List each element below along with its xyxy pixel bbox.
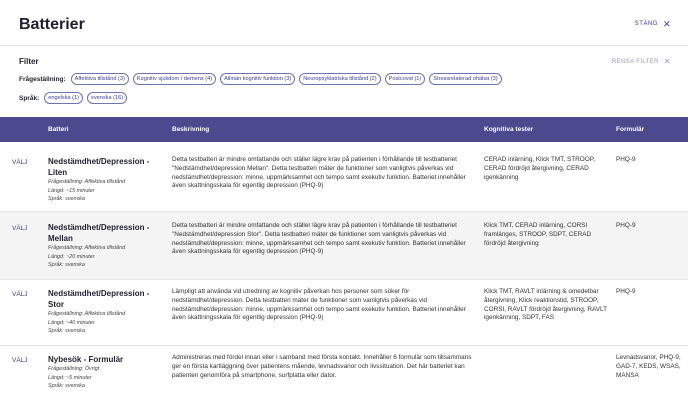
select-button[interactable]: VÄLJ xyxy=(12,159,28,166)
battery-title: Nybesök - Formulär xyxy=(48,355,124,364)
battery-language: Språk: svenska xyxy=(48,262,85,268)
filter-chip-postcovid[interactable]: Postcovid (1) xyxy=(385,73,426,85)
question-filter-label: Frågeställning: xyxy=(19,75,66,83)
battery-tests: Klick TMT, CERAD inlärning, CORSI framlänges, STROOP, SDPT, CERAD fördröjd återgivning xyxy=(484,222,592,247)
battery-description: Administreras med fördel innan eller i samband med första kontakt. Innehåller 6 formulär som tillsammans ger en första kartläggning över patientens mående, levnadsvanor och livssituation. Det här batteriet kan patienten genomföra på smartphone, surfplatta eller dator. xyxy=(172,354,472,379)
battery-name xyxy=(48,354,160,391)
page-title: Batterier xyxy=(19,16,85,33)
battery-forms: Levnadsvanor, PHQ-9, GAD-7, KEDS, WSAS, MANSA xyxy=(616,354,681,379)
reset-filter-button[interactable] xyxy=(612,59,671,65)
table-row xyxy=(0,212,688,280)
battery-title: Nedstämdhet/Depression - Stor xyxy=(48,289,150,309)
select-button[interactable]: VÄLJ xyxy=(12,357,28,364)
close-icon: ✕ xyxy=(662,19,671,29)
battery-name xyxy=(48,222,160,270)
battery-language: Språk: svenska xyxy=(48,383,85,389)
battery-description: Lämpligt att använda vid utredning av kognitiv påverkan hos personer som söker för nedstämdhet/depression. Detta testbatteri mäter de funktioner som vanligtvis påverkas vid nedstämdhet/depression: minne, uppmärksamhet och tempo samt exekutiv funktion. Batteriet innehåller även skattningsskala för egentlig depression (PHQ-9) xyxy=(172,288,466,322)
question-filter-row xyxy=(19,73,502,85)
filter-chip-kognitiv-sjukdom[interactable]: Kognitiv sjukdom / demens (4) xyxy=(133,73,216,85)
column-header-description: Beskrivning xyxy=(172,126,210,133)
filter-chip-affektiva[interactable]: Affektiva tillstånd (3) xyxy=(71,73,129,85)
language-filter-label: Språk: xyxy=(19,94,40,102)
battery-name xyxy=(48,288,160,336)
battery-question: Frågeställning: Affektiva tillstånd xyxy=(48,245,126,251)
battery-language: Språk: svenska xyxy=(48,196,85,202)
battery-forms: PHQ-9 xyxy=(616,222,636,229)
battery-length: Längd: ~40 minuter xyxy=(48,319,95,326)
table-row xyxy=(0,146,688,212)
reset-filter-label: RENSA FILTER xyxy=(611,59,659,65)
battery-question: Frågeställning: Övrigt xyxy=(48,366,100,372)
battery-length: Längd: ~20 minuter xyxy=(48,253,95,260)
filter-chip-svenska[interactable]: svenska (16) xyxy=(87,92,127,104)
close-button[interactable] xyxy=(635,21,671,27)
table-row xyxy=(0,280,688,346)
header xyxy=(0,0,688,46)
battery-tests: CERAD inlärning, Klick TMT, STROOP, CERAD fördröjd återgivning, CERAD igenkänning xyxy=(484,156,595,181)
language-filter-row xyxy=(19,92,127,104)
battery-forms: PHQ-9 xyxy=(616,288,636,295)
select-button[interactable]: VÄLJ xyxy=(12,291,28,298)
battery-forms: PHQ-9 xyxy=(616,156,636,163)
column-header-battery: Batteri xyxy=(48,126,69,133)
table-header xyxy=(0,117,688,142)
battery-description: Detta testbatteri är mindre omfattande och ställer lägre krav på patienten i förhållande till testbatteriet "Nedstämdhet/depression Stor". Detta testbatteri mäter de funktioner som vanligtvis påverkas vid nedstämdhet/depression: minne, uppmärksamhet och tempo samt exekutiv funktion. Batteriet innehåller även skattningsskala för egentlig depression (PHQ-9) xyxy=(172,222,466,256)
battery-question: Frågeställning: Affektiva tillstånd xyxy=(48,179,126,185)
close-label: STÄNG xyxy=(634,21,658,27)
battery-length: Längd: ~5 minuter xyxy=(48,374,92,381)
filter-chip-stressrelaterad[interactable]: Stressrelaterad ohälsa (3) xyxy=(429,73,501,85)
filter-chip-neuropsykiatriska[interactable]: Neuropsykiatriska tillstånd (2) xyxy=(299,73,380,85)
battery-description: Detta testbatteri är mindre omfattande och ställer lägre krav på patienten i förhållande till testbatteriet "Nedstämdhet/depression Mellan". Detta testbatteri mäter de funktioner som vanligtvis påverkas vid nedstämdhet/depression: minne, uppmärksamhet och tempo samt exekutiv funktion. Batteriet innehåller även skattningsskala för egentlig depression (PHQ-9) xyxy=(172,156,466,190)
battery-question: Frågeställning: Affektiva tillstånd xyxy=(48,311,126,317)
select-button[interactable]: VÄLJ xyxy=(12,225,28,232)
column-header-tests: Kognitiva tester xyxy=(484,126,534,133)
battery-title: Nedstämdhet/Depression - Liten xyxy=(48,157,150,177)
filter-chip-allman-kognitiv[interactable]: Allmän kognitiv funktion (3) xyxy=(220,73,295,85)
battery-tests: Klick TMT, RAVLT inlärning & omedelbar återgivning, Klick reaktionstid, STROOP, CORSI, RAVLT fördröjd återgivning, RAVLT igenkänning, SDPT, FAS xyxy=(484,288,607,322)
reset-close-icon: ✕ xyxy=(663,57,671,66)
battery-name xyxy=(48,156,160,204)
filter-title: Filter xyxy=(19,57,39,66)
filter-chip-engelska[interactable]: engelska (1) xyxy=(44,92,83,104)
battery-title: Nedstämdhet/Depression - Mellan xyxy=(48,223,150,243)
battery-language: Språk: svenska xyxy=(48,328,85,334)
column-header-forms: Formulär xyxy=(616,126,645,133)
table-row xyxy=(0,346,688,400)
battery-length: Längd: ~15 minuter xyxy=(48,187,95,194)
